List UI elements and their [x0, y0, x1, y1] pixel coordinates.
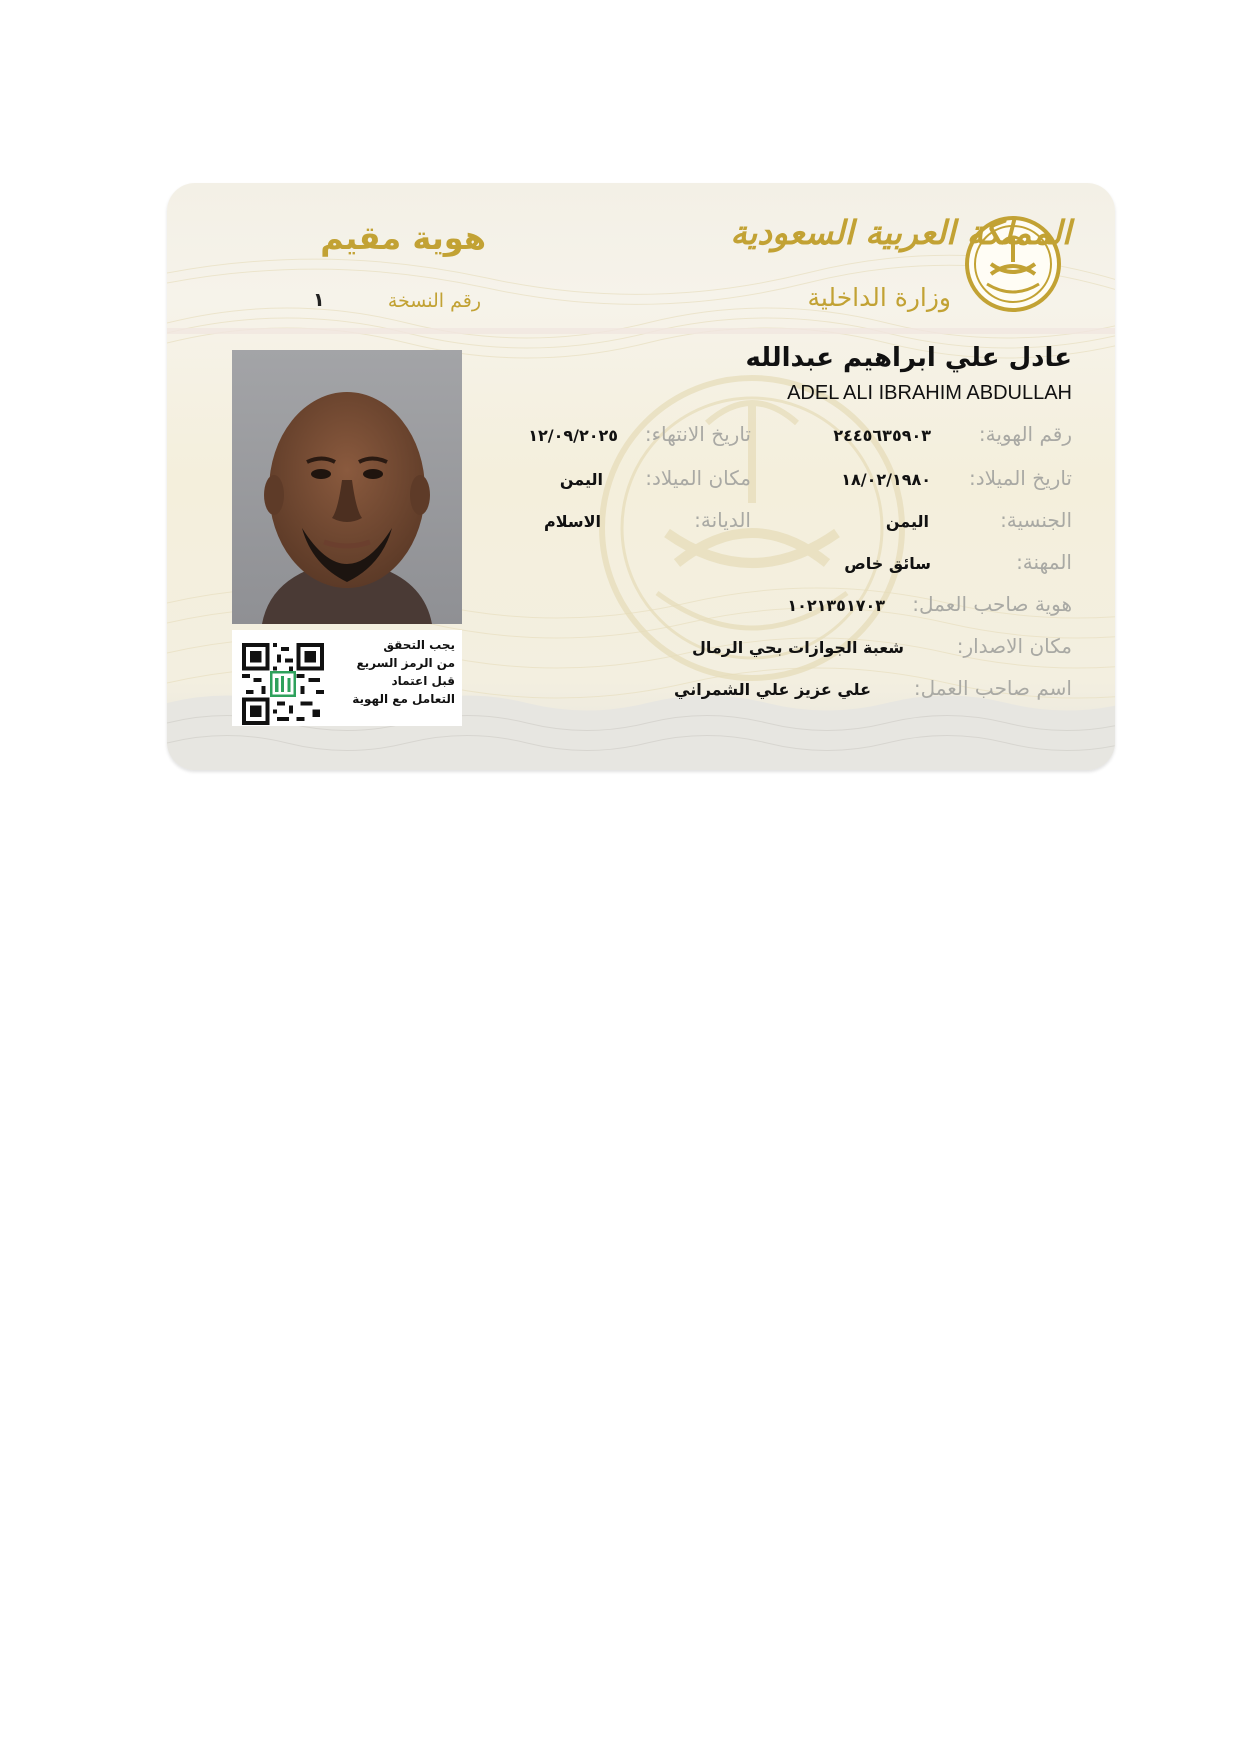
qr-note-line: من الرمز السريع [356, 656, 455, 670]
qr-note-line: التعامل مع الهوية [352, 692, 455, 706]
expiry-value: ١٢/٠٩/٢٠٢٥ [528, 426, 618, 445]
id-number-label: رقم الهوية: [978, 422, 1072, 446]
country-name: المملكة العربية السعودية [730, 213, 1071, 252]
qr-note-line: يجب التحقق [383, 638, 455, 652]
employer-id-value: ١٠٢١٣٥١٧٠٣ [787, 596, 885, 615]
employer-name-value: علي عزيز علي الشمراني [674, 680, 871, 699]
issue-place-label: مكان الاصدار: [956, 634, 1072, 658]
birth-place-value: اليمن [559, 470, 603, 489]
employer-name-label: اسم صاحب العمل: [913, 676, 1072, 700]
occupation-label: المهنة: [1016, 550, 1072, 574]
qr-verification-note [352, 636, 455, 708]
id-number-value: ٢٤٤٥٦٣٥٩٠٣ [833, 426, 931, 445]
holder-photo [232, 350, 462, 624]
birth-place-label: مكان الميلاد: [645, 466, 751, 490]
occupation-value: سائق خاص [844, 554, 931, 573]
card-title: هوية مقيم [320, 219, 486, 257]
holder-name-english: ADEL ALI IBRAHIM ABDULLAH [787, 382, 1072, 404]
religion-value: الاسلام [543, 512, 601, 531]
birth-date-label: تاريخ الميلاد: [969, 466, 1072, 490]
copy-number-label: رقم النسخة [387, 290, 481, 312]
nationality-label: الجنسية: [1000, 508, 1072, 532]
qr-code-icon[interactable] [242, 643, 324, 725]
nationality-value: اليمن [885, 512, 929, 531]
birth-date-value: ١٨/٠٢/١٩٨٠ [841, 470, 931, 489]
holder-name-arabic: عادل علي ابراهيم عبدالله [745, 343, 1072, 373]
copy-number-value: ١ [313, 289, 325, 311]
employer-id-label: هوية صاحب العمل: [912, 592, 1072, 616]
issue-place-value: شعبة الجوازات بحي الرمال [692, 638, 904, 657]
qr-note-line: قبل اعتماد [391, 674, 455, 688]
ministry-name: وزارة الداخلية [807, 283, 951, 312]
religion-label: الديانة: [694, 508, 751, 532]
expiry-label: تاريخ الانتهاء: [644, 422, 751, 446]
